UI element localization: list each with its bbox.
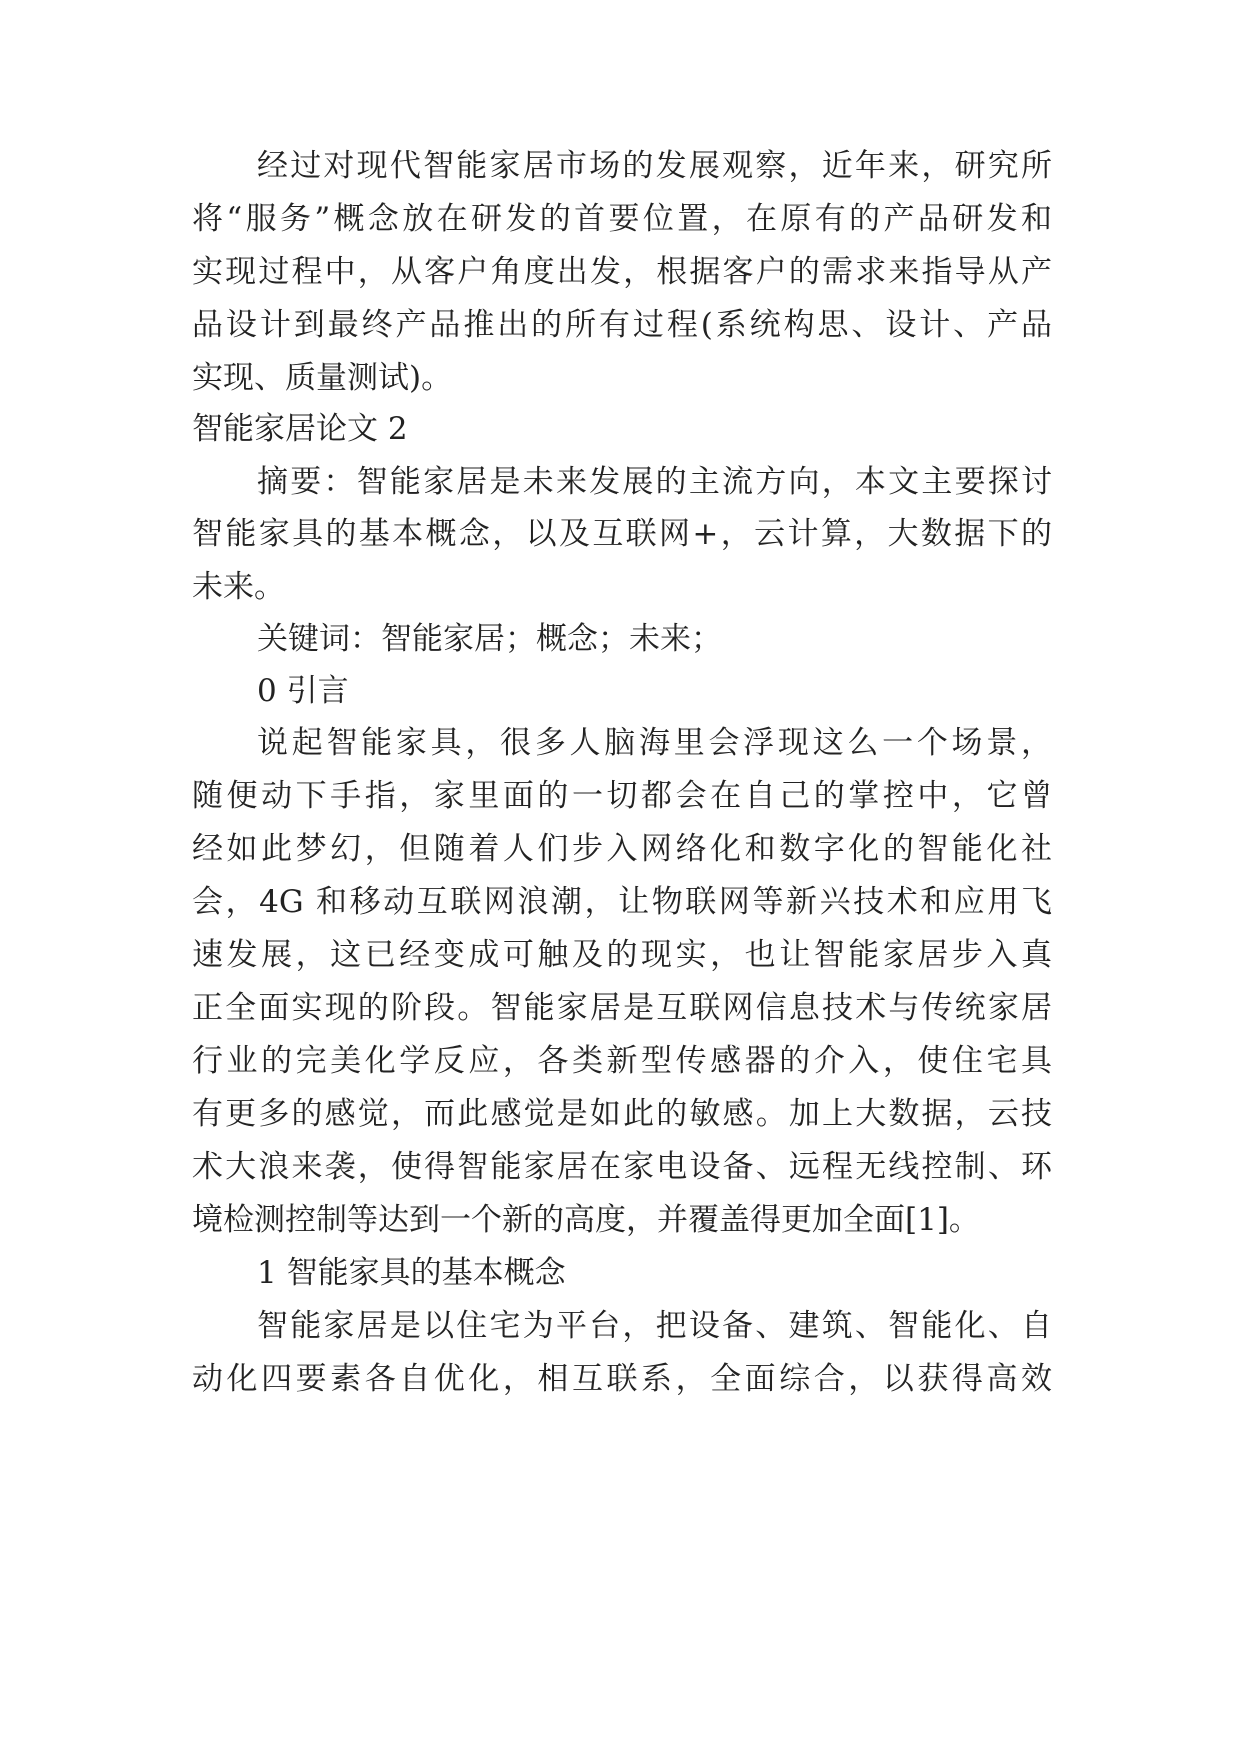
paragraph-line: 术大浪来袭，使得智能家居在家电设备、远程无线控制、环 — [192, 1149, 1052, 1185]
subheading-introduction: 0 引言 — [257, 673, 349, 709]
paragraph-line: 会，4G 和移动互联网浪潮，让物联网等新兴技术和应用飞 — [192, 884, 1052, 920]
paragraph-line: 将“服务”概念放在研发的首要位置，在原有的产品研发和 — [192, 201, 1052, 237]
paragraph-line: 有更多的感觉，而此感觉是如此的敏感。加上大数据，云技 — [192, 1096, 1052, 1132]
paragraph-line: 动化四要素各自优化，相互联系，全面综合，以获得高效 — [192, 1361, 1052, 1397]
keywords-line: 关键词：智能家居；概念；未来； — [257, 621, 722, 657]
paragraph-line: 实现、质量测试)。 — [192, 360, 453, 396]
paragraph-line: 速发展，这已经变成可触及的现实，也让智能家居步入真 — [192, 937, 1052, 973]
paragraph-line: 行业的完美化学反应，各类新型传感器的介入，使住宅具 — [192, 1043, 1052, 1079]
paragraph-line: 经过对现代智能家居市场的发展观察，近年来，研究所 — [257, 148, 1052, 184]
paragraph-line: 智能家居是以住宅为平台，把设备、建筑、智能化、自 — [257, 1308, 1052, 1344]
paragraph-line: 正全面实现的阶段。智能家居是互联网信息技术与传统家居 — [192, 990, 1052, 1026]
paragraph-line: 品设计到最终产品推出的所有过程(系统构思、设计、产品 — [192, 307, 1052, 343]
paragraph-line: 境检测控制等达到一个新的高度，并覆盖得更加全面[1]。 — [192, 1202, 980, 1238]
paragraph-line: 实现过程中，从客户角度出发，根据客户的需求来指导从产 — [192, 254, 1052, 290]
abstract-line: 未来。 — [192, 569, 285, 605]
paragraph-line: 说起智能家具，很多人脑海里会浮现这么一个场景， — [257, 725, 1052, 761]
paragraph-line: 随便动下手指，家里面的一切都会在自己的掌控中，它曾 — [192, 778, 1052, 814]
abstract-line: 智能家具的基本概念，以及互联网+，云计算，大数据下的 — [192, 516, 1052, 552]
subheading-basic-concept: 1 智能家具的基本概念 — [257, 1255, 566, 1291]
paragraph-line: 经如此梦幻，但随着人们步入网络化和数字化的智能化社 — [192, 831, 1052, 867]
section-title: 智能家居论文 2 — [192, 411, 408, 447]
abstract-line: 摘要：智能家居是未来发展的主流方向，本文主要探讨 — [257, 464, 1052, 500]
